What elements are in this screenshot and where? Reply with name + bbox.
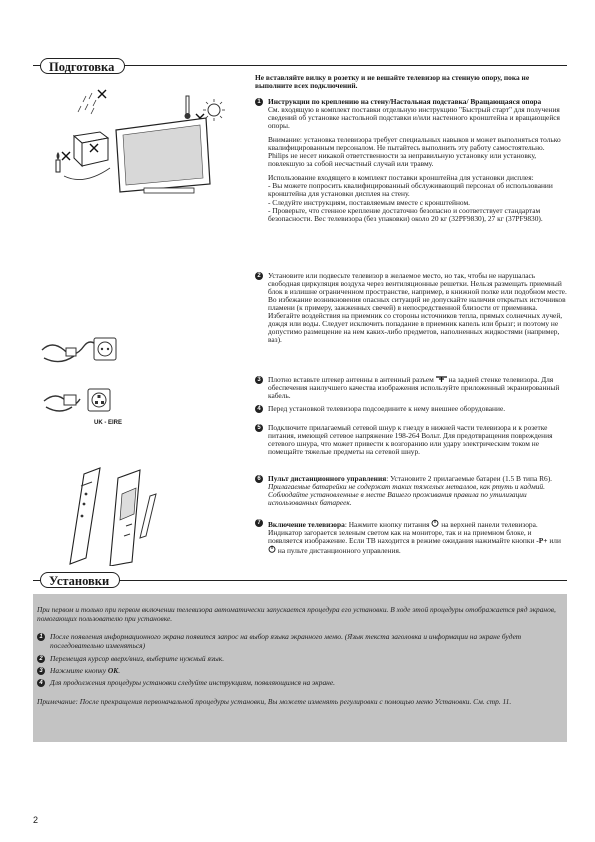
intro-warning: Не вставляйте вилку в розетку и не вешайте телевизор на стенную опору, пока не выполните всех подключений. <box>255 73 530 91</box>
step-number-badge: 6 <box>255 475 263 483</box>
item-5-text: Подключите прилагаемый сетевой шнур к гнезду в нижней части телевизора и к розетке питания, имеющей сетевое напряжение 198-264 Вольт. Для предотвращения повреждения сетевого шнура, что может привести к возгоранию или удару электрическим током не помещайте тяжелые предметы на сетевой шнур. <box>268 423 553 457</box>
remote-control-illustration <box>54 466 194 566</box>
standby-icon <box>268 546 276 555</box>
step-number-badge: 1 <box>255 98 263 106</box>
setup-intro: При первом и только при первом включении телевизора автоматически запускается процедура его установки. В ходе этой процедуры отображается ряд экранов, помогающих пользователю при установке. <box>37 605 556 623</box>
item-7-text-d: на пульте дистанционного управления. <box>277 546 401 556</box>
step-number-badge: 3 <box>255 376 263 384</box>
section-title-prep: Подготовка <box>40 58 125 74</box>
list-item-6 <box>255 475 567 507</box>
item-3-text-a: Плотно вставьте штекер антенны в антенный разъем <box>268 375 434 384</box>
uk-plug-illustration <box>40 383 120 417</box>
setup-step-3 <box>37 667 557 676</box>
tv-placement-illustration <box>34 88 234 200</box>
list-item-1 <box>255 98 567 223</box>
setup-step-2 <box>37 655 557 664</box>
item-6-heading: Пульт дистанционного управления <box>268 474 387 483</box>
section-title-setup: Установки <box>40 572 120 588</box>
item-1-list-entry: - Следуйте инструкциям, поставляемым вместе с кронштейном. <box>268 197 470 207</box>
list-item-2 <box>255 272 567 344</box>
item-6-note: Прилагаемые батарейки не содержат таких тяжелых металлов, как ртуть и кадмий. Соблюдайте установленные в месте Вашего проживания правила по утилизации использованных батареек. <box>268 482 545 508</box>
page-number: 2 <box>33 815 39 825</box>
item-7-text-b: на верхней панели телевизора. Индикатор загорается зеленым светом как на мониторе, так и на приемном блоке, и появляется изображение. Если ТВ находится в режиме ожидания нажимайте кнопки <box>268 520 538 546</box>
item-1-text-b: Внимание: установка телевизора требует специальных навыков и может выполняться только квалифицированным персоналом. Не пытайтесь выполнить эту работу самостоятельно. <box>268 135 561 153</box>
item-1-list-entry: - Проверьте, что стенное крепление достаточно безопасно и соответствует стандартам безопасности. Вес телевизора (без упаковки) около 20 кг (32PF9830), 27 кг (37PF9830). <box>268 205 543 223</box>
setup-step-4-text: Для продолжения процедуры установки следуйте инструкциям, появляющимся на экране. <box>50 678 335 687</box>
uk-eire-label: UK - EIRE <box>94 420 123 426</box>
step-number-badge: 1 <box>37 633 45 641</box>
mains-plug-illustration <box>38 330 128 370</box>
step-number-badge: 5 <box>255 424 263 432</box>
step-number-badge: 4 <box>37 679 45 687</box>
step-number-badge: 3 <box>37 667 45 675</box>
item-7-text-a: : Нажмите кнопку питания <box>344 520 430 529</box>
list-item-3 <box>255 376 567 400</box>
list-item-7 <box>255 519 567 555</box>
setup-step-1-text: После появления информационного экрана появится запрос на выбор языка экранного меню. (Язык текста заголовка и информации на экране будет последовательно изменяться) <box>50 632 522 650</box>
ok-key-label: OK <box>107 666 119 675</box>
item-1-title: Инструкции по креплению на стену/Настольная подставка/ Вращающаяся опора <box>268 97 542 106</box>
list-item-5 <box>255 424 567 456</box>
setup-step-2-text: Перемещая курсор вверх/вниз, выберите нужный язык. <box>50 654 225 663</box>
program-key-label: -P+ <box>536 536 548 546</box>
step-number-badge: 7 <box>255 519 263 527</box>
setup-step-1 <box>37 633 557 650</box>
item-3-text-b: на задней стенке телевизора. Для обеспечения наилучшего качества изображения используйте приложенный экранированный кабель. <box>268 375 560 401</box>
item-2-text: Установите или подвесьте телевизор в желаемое место, но так, чтобы не нарушалась свободная циркуляция воздуха через вентиляционные решетки. Нельзя размещать приемный блок в излишне ограниченном пространстве, например, в книжной полке или подобном месте. Во избежание возникновения опасных ситуаций не допускайте наличия открытых источников пламени (к примеру, зажженных свечей) в непосредственной близости от приемника. Избегайте воздействия на приемник со стороны источников тепла, прямых солнечных лучей, дождя или воды. Следует исключить попадание в приемник капель или брызг; и поэтому не допустимо размещение на нем каких-либо предметов, наполненных жидкостями (например, ваз). <box>268 271 567 345</box>
item-6-text: : Установите 2 прилагаемые батареи (1.5 В типа R6). <box>386 474 553 483</box>
list-item-4 <box>255 405 567 413</box>
setup-note: Примечание: После прекращения первоначальной процедуры установки, Вы можете изменять регулировки с помощью меню Установки. См. стр. 11. <box>37 697 512 706</box>
setup-step-3-end: . <box>118 666 121 675</box>
item-1-text-a: См. входящую в комплект поставки отдельную инструкцию "Быстрый старт" для получения сведений об установке настольной подставки и/или настенного кронштейна и вращающейся опоры. <box>268 105 560 131</box>
item-1-text-c: Philips не несет никакой ответственности за неправильную установку или установку, повлекшую за собой несчастный случай или травму. <box>268 151 537 169</box>
step-number-badge: 2 <box>37 655 45 663</box>
item-4-text: Перед установкой телевизора подсоедините к нему внешнее оборудование. <box>268 404 506 413</box>
item-7-heading: Включение телевизора <box>268 520 345 529</box>
step-number-badge: 2 <box>255 272 263 280</box>
item-1-list-entry: - Вы можете попросить квалифицированный обслуживающий персонал об использовании кронштейна для установки дисплея на стену. <box>268 181 553 199</box>
setup-step-3-text: Нажмите кнопку <box>50 666 107 675</box>
setup-step-4 <box>37 679 557 688</box>
item-1-text-d: Использование входящего в комплект поставки кронштейна для установки дисплея: <box>268 173 534 183</box>
step-number-badge: 4 <box>255 405 263 413</box>
item-7-text-c: или <box>549 536 561 546</box>
